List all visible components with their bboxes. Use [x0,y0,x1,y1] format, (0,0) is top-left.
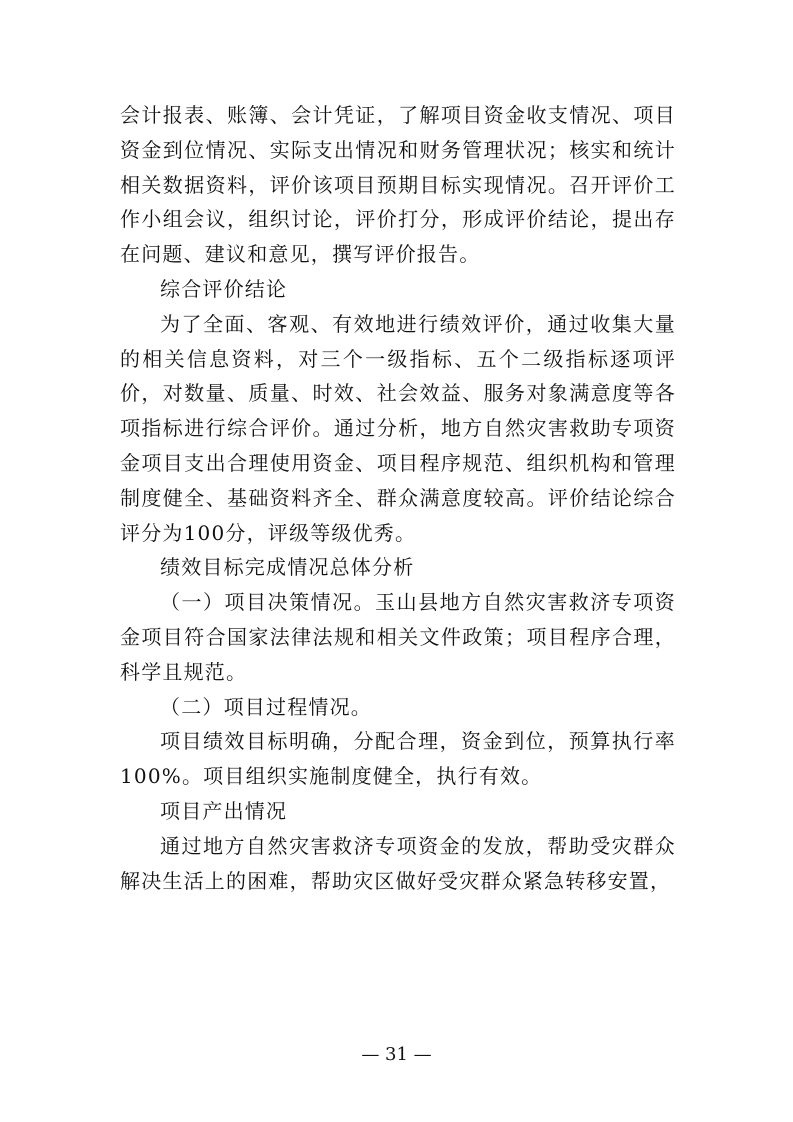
page-number: — 31 — [361,1044,432,1065]
paragraph-process: 项目绩效目标明确，分配合理，资金到位，预算执行率100%。项目组织实施制度健全，执行有效。 [120,729,676,789]
paragraph-output: 通过地方自然灾害救济专项资金的发放，帮助受灾群众解决生活上的困难，帮助灾区做好受灾群众紧急转移安置， [120,833,676,893]
paragraph-continuation: 会计报表、账簿、会计凭证，了解项目资金收支情况、项目资金到位情况、实际支出情况和财务管理状况；核实和统计相关数据资料，评价该项目预期目标实现情况。召开评价工作小组会议，组织讨论，评价打分，形成评价结论，提出存在问题、建议和意见，撰写评价报告。 [120,103,676,267]
paragraph-decision: （一）项目决策情况。玉山县地方自然灾害救济专项资金项目符合国家法律法规和相关文件政策；项目程序合理，科学且规范。 [120,590,676,684]
heading-process: （二）项目过程情况。 [160,694,372,719]
document-body [120,98,676,898]
heading-overall-conclusion: 综合评价结论 [160,276,288,301]
heading-performance-analysis: 绩效目标完成情况总体分析 [160,555,415,580]
paragraph-conclusion: 为了全面、客观、有效地进行绩效评价，通过收集大量的相关信息资料，对三个一级指标、五个二级指标逐项评价，对数量、质量、时效、社会效益、服务对象满意度等各项指标进行综合评价。通过分析，地方自然灾害救助专项资金项目支出合理使用资金、项目程序规范、组织机构和管理制度健全、基础资料齐全、群众满意度较高。评价结论综合评分为100分，评级等级优秀。 [120,311,676,545]
heading-output: 项目产出情况 [160,798,288,823]
